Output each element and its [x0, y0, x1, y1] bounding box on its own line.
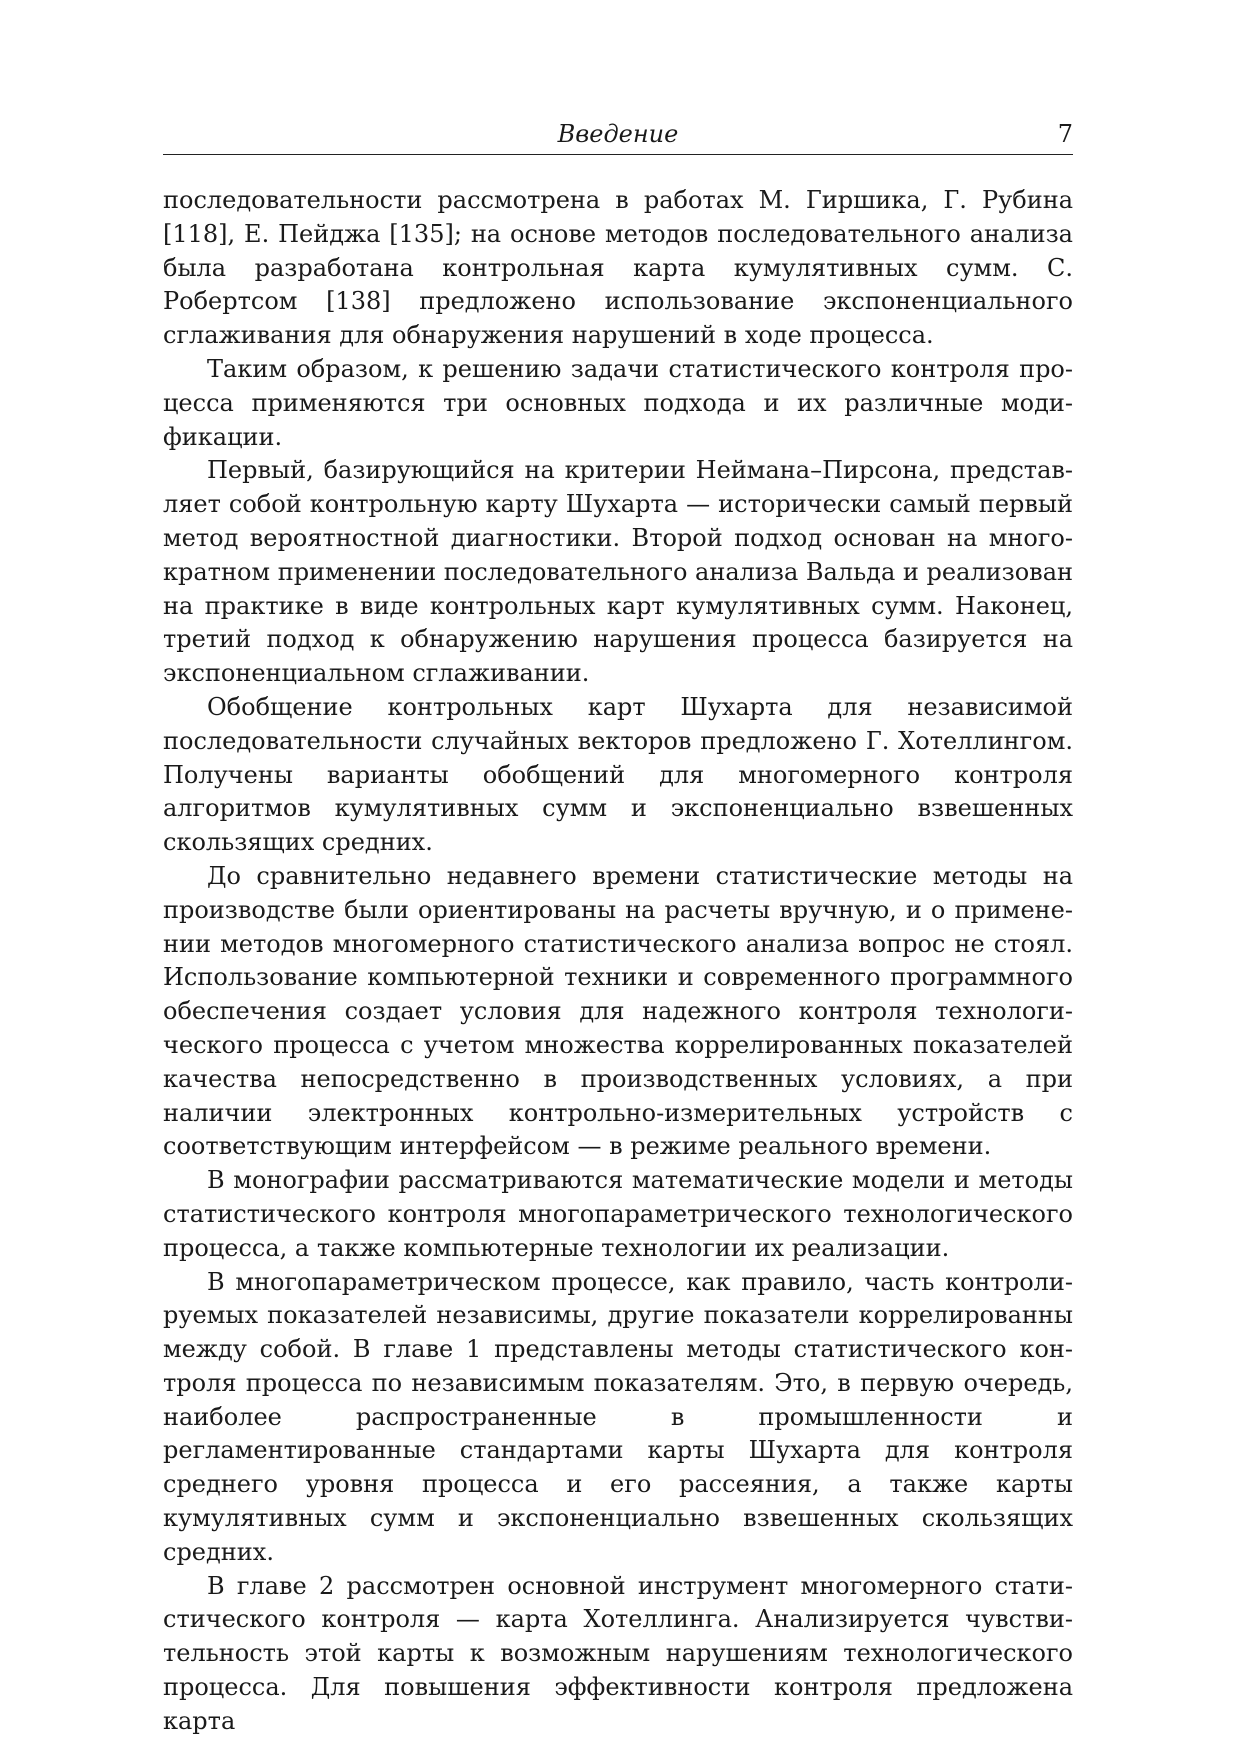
running-title: Введение — [557, 120, 679, 148]
paragraph: Таким образом, к решению задачи статистического контроля процесса применяются три основных подхода и их различные модификации. — [163, 354, 1073, 451]
paragraph: В главе 2 рассмотрен основной инструмент многомерного статистического контроля — карта Хотеллинга. Анализируется чувствительность этой карты к возможным нарушениям технологического процесса. Для повышения эффективности контроля предложена карта — [163, 1571, 1073, 1735]
paragraph: В монографии рассматриваются математические модели и методы статистического контроля многопараметрического технологического процесса, а также компьютерные технологии их реализации. — [163, 1166, 1073, 1262]
page-number: 7 — [1057, 120, 1073, 148]
paragraph: Обобщение контрольных карт Шухарта для независимой последовательности случайных векторов предложено Г. Хотеллингом. Получены варианты обобщений для многомерного контроля алгоритмов кумулятивных сумм и экспоненциально взвешенных скользящих средних. — [163, 692, 1073, 857]
paragraph: Первый, базирующийся на критерии Неймана–Пирсона, представляет собой контрольную карту Шухарта — исторически самый первый метод вероятностной диагностики. Второй подход основан на многократном применении последовательного анализа Вальда и реализован на практике в виде контрольных карт кумулятивных сумм. Наконец, третий подход к обнаружению нарушения процесса базируется на экспоненциальном сглаживании. — [163, 456, 1073, 688]
body-text — [163, 184, 1073, 1739]
paragraph: последовательности рассмотрена в работах М. Гиршика, Г. Рубина [118], Е. Пейджа [135]; на основе методов последовательного анализа была разработана контрольная карта кумулятивных сумм. С. Робертсом [138] предложено использование экспоненциального сглаживания для обнаружения нарушений в ходе процесса. — [163, 186, 1073, 350]
paragraph: До сравнительно недавнего времени статистические методы на производстве были ориентированы на расчеты вручную, и о применении методов многомерного статистического анализа вопрос не стоял. Использование компьютерной техники и современного программного обеспечения создает условия для надежного контроля технологического процесса с учетом множества коррелированных показателей качества непосредственно в производственных условиях, а при наличии электронных контрольно-измерительных устройств с соответствующим интерфейсом — в режиме реального времени. — [163, 861, 1073, 1161]
paragraph: В многопараметрическом процессе, как правило, часть контролируемых показателей независимы, другие показатели коррелированны между собой. В главе 1 представлены методы статистического контроля процесса по независимым показателям. Это, в первую очередь, наиболее распространенные в промышленности и регламентированные стандартами карты Шухарта для контроля среднего уровня процесса и его рассеяния, а также карты кумулятивных сумм и экспоненциально взвешенных скользящих средних. — [163, 1267, 1073, 1566]
running-header — [163, 116, 1073, 155]
